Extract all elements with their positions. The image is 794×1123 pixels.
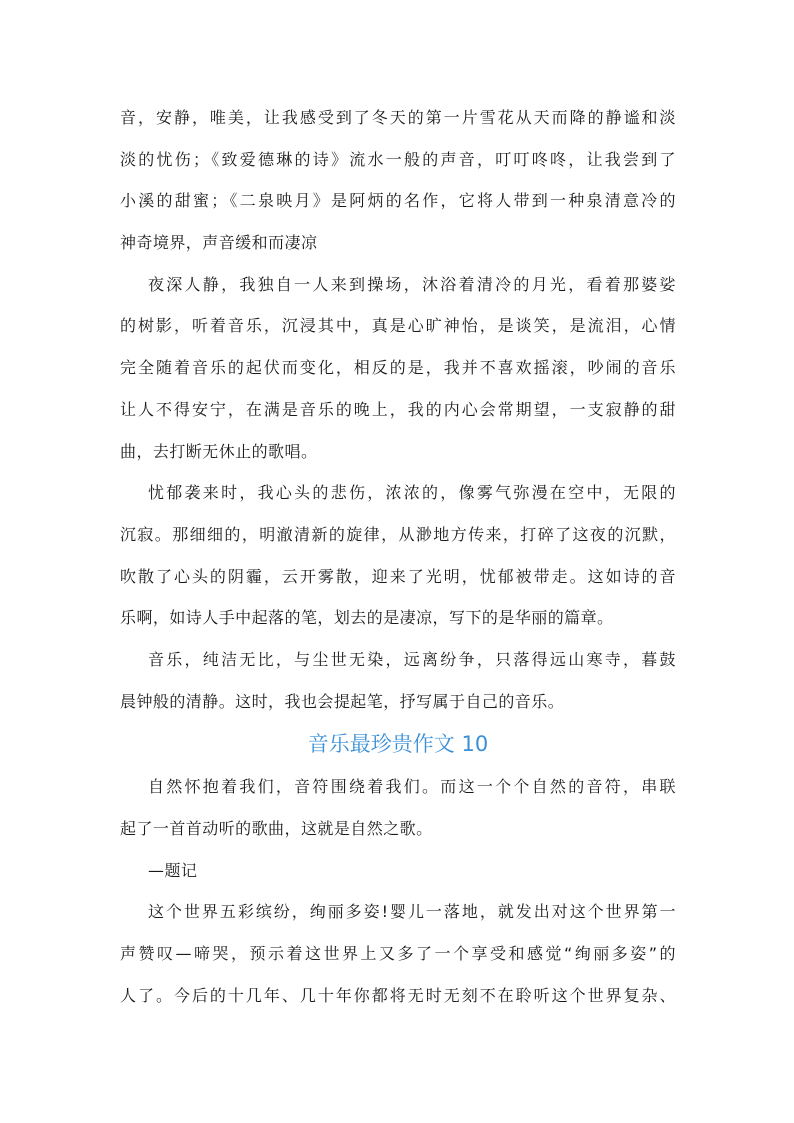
text-line: 夜深人静，我独自一人来到操场，沐浴着清冷的月光，看着那婆娑 [148, 274, 676, 294]
text-line: 音乐，纯洁无比，与尘世无染，远离纷争，只落得远山寒寺，暮鼓 [148, 649, 676, 669]
document-page [120, 97, 676, 1016]
text-line: 让人不得安宁，在满是音乐的晚上，我的内心会常期望，一支寂静的甜 [120, 399, 676, 419]
text-line: 人了。今后的十几年、几十年你都将无时无刻不在聆听这个世界复杂、 [120, 985, 676, 1005]
body-text-after-heading [120, 766, 676, 1016]
text-line: 声赞叹—啼哭，预示着这世界上又多了一个享受和感觉“绚丽多姿”的 [120, 944, 676, 964]
text-line: 起了一首首动听的歌曲，这就是自然之歌。 [120, 819, 433, 838]
text-line: 乐啊，如诗人手中起落的笔，划去的是凄凉，写下的是华丽的篇章。 [120, 608, 614, 628]
text-line: 这个世界五彩缤纷，绚丽多姿!婴儿一落地，就发出对这个世界第一 [148, 902, 676, 922]
text-line: 晨钟般的清静。这时，我也会提起笔，抒写属于自己的音乐。 [120, 691, 565, 711]
text-line: 神奇境界，声音缓和而凄凉 [120, 233, 318, 253]
text-line: 吹散了心头的阴霾，云开雾散，迎来了光明，忧郁被带走。这如诗的音 [120, 566, 676, 586]
text-line: 沉寂。那细细的，明澈清新的旋律，从渺地方传来，打碎了这夜的沉默， [120, 524, 676, 544]
text-line: 曲，去打断无休止的歌唱。 [120, 441, 318, 461]
text-line: 完全随着音乐的起伏而变化，相反的是，我并不喜欢摇滚，吵闹的音乐 [120, 358, 676, 378]
body-text-before-heading [120, 97, 676, 722]
text-line: 忧郁袭来时，我心头的悲伤，浓浓的，像雾气弥漫在空中，无限的 [148, 483, 676, 503]
text-line: 淡的忧伤；《致爱德琳的诗》流水一般的声音，叮叮咚咚，让我尝到了 [120, 149, 676, 169]
text-line: 自然怀抱着我们，音符围绕着我们。而这一个个自然的音符，串联 [148, 777, 676, 797]
text-line: 小溪的甜蜜；《二泉映月》是阿炳的名作，它将人带到一种泉清意冷的 [120, 191, 676, 211]
text-line: 音，安静，唯美，让我感受到了冬天的第一片雪花从天而降的静谧和淡 [120, 108, 676, 127]
section-heading: 音乐最珍贵作文 10 [307, 732, 489, 757]
text-line: —题记 [148, 860, 198, 880]
text-line: 的树影，听着音乐，沉浸其中，真是心旷神怡，是谈笑，是流泪，心情 [120, 316, 676, 336]
